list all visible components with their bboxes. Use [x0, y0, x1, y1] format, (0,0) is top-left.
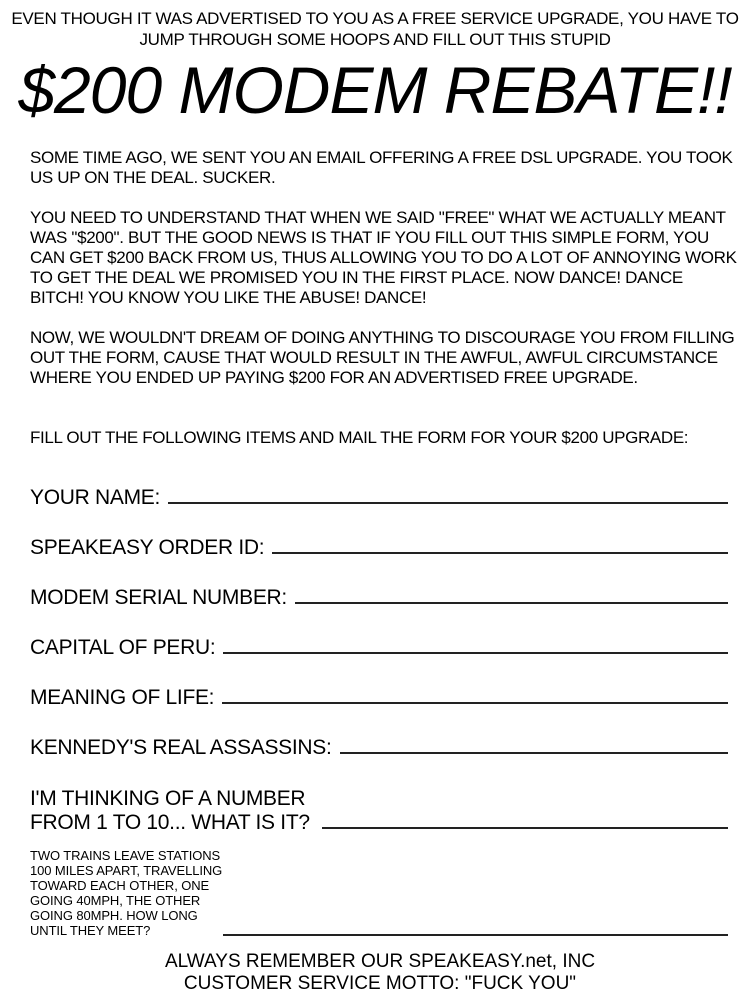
field-your-name [30, 486, 728, 510]
field-modem-serial [30, 586, 728, 610]
field-meaning-of-life [30, 686, 728, 710]
capital-of-peru-input-line[interactable] [223, 652, 728, 654]
meaning-of-life-input-line[interactable] [222, 702, 728, 704]
field-label: CAPITAL OF PERU: [30, 636, 216, 659]
modem-serial-input-line[interactable] [295, 602, 728, 604]
paragraph-instructions: FILL OUT THE FOLLOWING ITEMS AND MAIL THE FORM FOR YOUR $200 UPGRADE: [30, 428, 689, 447]
headline: $200 MODEM REBATE!! [18, 53, 732, 127]
number-guess-input-line[interactable] [322, 827, 728, 829]
your-name-input-line[interactable] [168, 502, 728, 504]
field-trains-question [30, 848, 728, 938]
field-label: SPEAKEASY ORDER ID: [30, 536, 265, 559]
field-label: MODEM SERIAL NUMBER: [30, 586, 287, 609]
field-order-id [30, 536, 728, 560]
field-label: I'M THINKING OF A NUMBER FROM 1 TO 10... WHAT IS IT? [30, 787, 310, 834]
order-id-input-line[interactable] [272, 552, 728, 554]
field-label: MEANING OF LIFE: [30, 686, 215, 709]
trains-answer-input-line[interactable] [223, 934, 728, 936]
paragraph-free-explanation: YOU NEED TO UNDERSTAND THAT WHEN WE SAID "FREE" WHAT WE ACTUALLY MEANT WAS "$200". BUT THE GOOD NEWS IS THAT IF YOU FILL OUT THIS SIMPLE FORM, YOU CAN GET $200 BACK FROM US, THUS ALLOWING YOU TO DO A LOT OF ANNOYING WORK TO GET THE DEAL WE PROMISED YOU IN THE FIRST PLACE. NOW DANCE! DANCE BITCH! YOU KNOW YOU LIKE THE ABUSE! DANCE! [30, 208, 737, 307]
footer-motto: ALWAYS REMEMBER OUR SPEAKEASY.net, INC CUSTOMER SERVICE MOTTO: "FUCK YOU" [164, 951, 596, 994]
paragraph-discourage: NOW, WE WOULDN'T DREAM OF DOING ANYTHING TO DISCOURAGE YOU FROM FILLING OUT THE FORM, CAUSE THAT WOULD RESULT IN THE AWFUL, AWFUL CIRCUMSTANCE WHERE YOU ENDED UP PAYING $200 FOR AN ADVERTISED FREE UPGRADE. [30, 328, 735, 387]
field-capital-of-peru [30, 636, 728, 660]
header-intro: EVEN THOUGH IT WAS ADVERTISED TO YOU AS A FREE SERVICE UPGRADE, YOU HAVE TO JUMP THROUGH SOME HOOPS AND FILL OUT THIS STUPID [11, 9, 739, 49]
trains-question-label: TWO TRAINS LEAVE STATIONS 100 MILES APART, TRAVELLING TOWARD EACH OTHER, ONE GOING 40MPH, THE OTHER GOING 80MPH. HOW LONG UNTIL THEY MEET? [30, 848, 223, 938]
field-label: KENNEDY'S REAL ASSASSINS: [30, 736, 332, 759]
paragraph-intro: SOME TIME AGO, WE SENT YOU AN EMAIL OFFERING A FREE DSL UPGRADE. YOU TOOK US UP ON THE DEAL. SUCKER. [30, 148, 733, 187]
field-kennedy-assassins [30, 736, 728, 760]
field-label: YOUR NAME: [30, 486, 161, 509]
kennedy-assassins-input-line[interactable] [340, 752, 728, 754]
field-number-guess [30, 787, 728, 835]
